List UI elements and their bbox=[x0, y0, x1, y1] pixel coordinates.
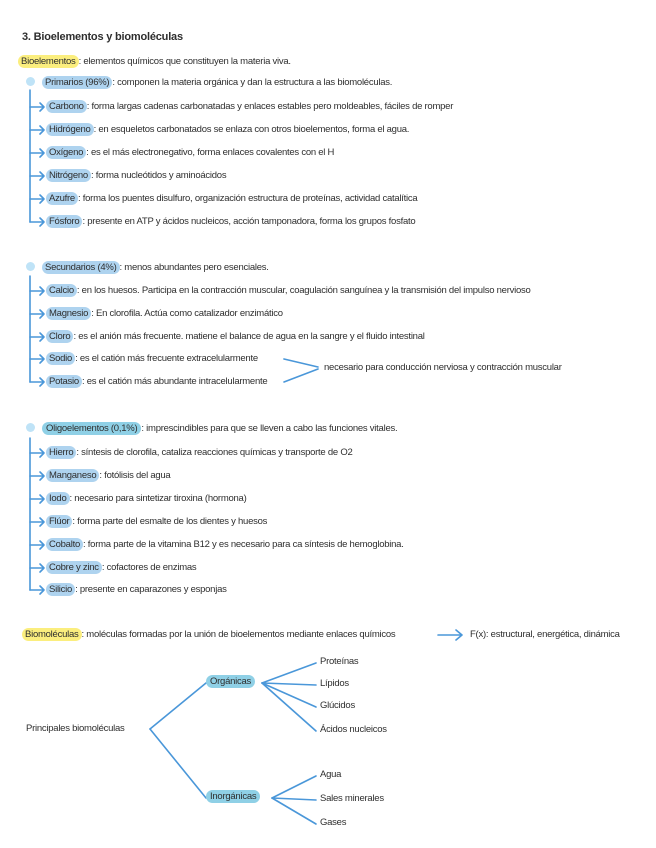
bullet-dot-icon bbox=[26, 77, 35, 86]
element-desc: : en esqueletos carbonatados se enlaza con otros bioelementos, forma el agua. bbox=[93, 124, 410, 135]
element-desc: : en los huesos. Participa en la contracción muscular, coagulación sanguínea y la transmisión del impulso nervioso bbox=[76, 285, 531, 296]
tree-leaf: Proteínas bbox=[320, 656, 359, 667]
element-desc: : forma parte del esmalte de los dientes y huesos bbox=[72, 516, 268, 527]
list-item bbox=[46, 284, 531, 298]
list-item bbox=[46, 469, 170, 483]
element-desc: : En clorofila. Actúa como catalizador enzimático bbox=[91, 308, 283, 319]
element-name: Carbono bbox=[46, 100, 87, 113]
element-desc: : forma parte de la vitamina B12 y es necesario para ca síntesis de hemoglobina. bbox=[83, 539, 404, 550]
section-title: 3. Bioelementos y biomoléculas bbox=[22, 31, 183, 43]
bullet-dot-icon bbox=[26, 262, 35, 271]
tree-leaf: Sales minerales bbox=[320, 793, 384, 804]
element-desc: : presente en caparazones y esponjas bbox=[75, 584, 227, 595]
element-name: Silicio bbox=[46, 583, 75, 596]
list-item bbox=[46, 215, 415, 229]
element-name: Flúor bbox=[46, 515, 72, 528]
bullet-dot-icon bbox=[26, 423, 35, 432]
primarios-label: Primarios (96%) bbox=[42, 76, 112, 89]
element-desc: : fotólisis del agua bbox=[99, 470, 171, 481]
list-item bbox=[46, 561, 196, 575]
element-desc: : presente en ATP y ácidos nucleicos, acción tamponadora, forma los grupos fosfato bbox=[82, 216, 416, 227]
element-desc: : forma nucleótidos y aminoácidos bbox=[90, 170, 227, 181]
element-desc: : forma largas cadenas carbonatadas y enlaces estables pero moldeables, fáciles de romper bbox=[86, 101, 454, 112]
oligoelementos-desc: : imprescindibles para que se lleven a cabo las funciones vitales. bbox=[141, 423, 398, 434]
list-item bbox=[46, 169, 226, 183]
bioelementos-def: : elementos químicos que constituyen la materia viva. bbox=[78, 56, 291, 67]
element-name: Fósforo bbox=[46, 215, 82, 228]
element-name: Iodo bbox=[46, 492, 70, 505]
biomoleculas-term: Biomoléculas bbox=[22, 628, 82, 641]
element-name: Magnesio bbox=[46, 307, 91, 320]
element-name: Cobre y zinc bbox=[46, 561, 102, 574]
tree-leaf: Glúcidos bbox=[320, 700, 355, 711]
element-desc: : es el anión más frecuente. matiene el balance de agua en la sangre y el fluido intestinal bbox=[73, 331, 425, 342]
element-desc: : síntesis de clorofila, cataliza reacciones químicas y transporte de O2 bbox=[76, 447, 353, 458]
list-item bbox=[46, 330, 425, 344]
element-desc: : cofactores de enzimas bbox=[101, 562, 197, 573]
element-name: Nitrógeno bbox=[46, 169, 91, 182]
list-item bbox=[46, 100, 453, 114]
tree-node-organicas: Orgánicas bbox=[206, 676, 255, 687]
element-name: Cobalto bbox=[46, 538, 83, 551]
secundarios-desc: : menos abundantes pero esenciales. bbox=[119, 262, 269, 273]
secundarios-heading bbox=[42, 261, 269, 275]
list-item bbox=[46, 375, 267, 389]
element-desc: : es el catión más frecuente extracelularmente bbox=[75, 353, 258, 364]
tree-leaf: Agua bbox=[320, 769, 342, 780]
tree-leaf: Gases bbox=[320, 817, 347, 828]
element-name: Potasio bbox=[46, 375, 82, 388]
list-item bbox=[46, 583, 227, 597]
primarios-heading bbox=[42, 76, 392, 90]
element-name: Oxígeno bbox=[46, 146, 86, 159]
element-desc: : es el más electronegativo, forma enlaces covalentes con el H bbox=[86, 147, 335, 158]
list-item bbox=[46, 192, 417, 206]
list-item bbox=[46, 492, 247, 506]
list-item bbox=[46, 446, 353, 460]
element-desc: : forma los puentes disulfuro, organización estructura de proteínas, actividad catalítica bbox=[77, 193, 418, 204]
list-item bbox=[46, 307, 283, 321]
element-name: Azufre bbox=[46, 192, 78, 205]
oligoelementos-heading bbox=[42, 422, 397, 436]
list-item bbox=[46, 123, 409, 137]
element-desc: : es el catión más abundante intracelularmente bbox=[81, 376, 268, 387]
element-name: Hidrógeno bbox=[46, 123, 94, 136]
list-item bbox=[46, 515, 267, 529]
tree-node-inorganicas: Inorgánicas bbox=[206, 791, 260, 802]
list-item bbox=[46, 352, 258, 366]
list-item bbox=[46, 538, 404, 552]
element-name: Manganeso bbox=[46, 469, 99, 482]
element-name: Cloro bbox=[46, 330, 73, 343]
oligoelementos-label: Oligoelementos (0,1%) bbox=[42, 422, 141, 435]
element-name: Hierro bbox=[46, 446, 76, 459]
primarios-desc: : componen la materia orgánica y dan la estructura a las biomoléculas. bbox=[112, 77, 393, 88]
tree-root-label: Principales biomoléculas bbox=[26, 723, 125, 734]
secundarios-label: Secundarios (4%) bbox=[42, 261, 120, 274]
biomoleculas-def: : moléculas formadas por la unión de bioelementos mediante enlaces químicos bbox=[81, 629, 396, 640]
element-name: Sodio bbox=[46, 352, 75, 365]
sodio-potasio-note: necesario para conducción nerviosa y contracción muscular bbox=[324, 362, 562, 373]
element-name: Calcio bbox=[46, 284, 77, 297]
list-item bbox=[46, 146, 334, 160]
biomoleculas-definition bbox=[22, 628, 395, 642]
bioelementos-term: Bioelementos bbox=[18, 55, 79, 68]
tree-leaf: Ácidos nucleicos bbox=[320, 724, 387, 735]
tree-leaf: Lípidos bbox=[320, 678, 349, 689]
element-desc: : necesario para sintetizar tiroxina (hormona) bbox=[69, 493, 247, 504]
biomoleculas-functions: F(x): estructural, energética, dinámica bbox=[470, 629, 620, 640]
